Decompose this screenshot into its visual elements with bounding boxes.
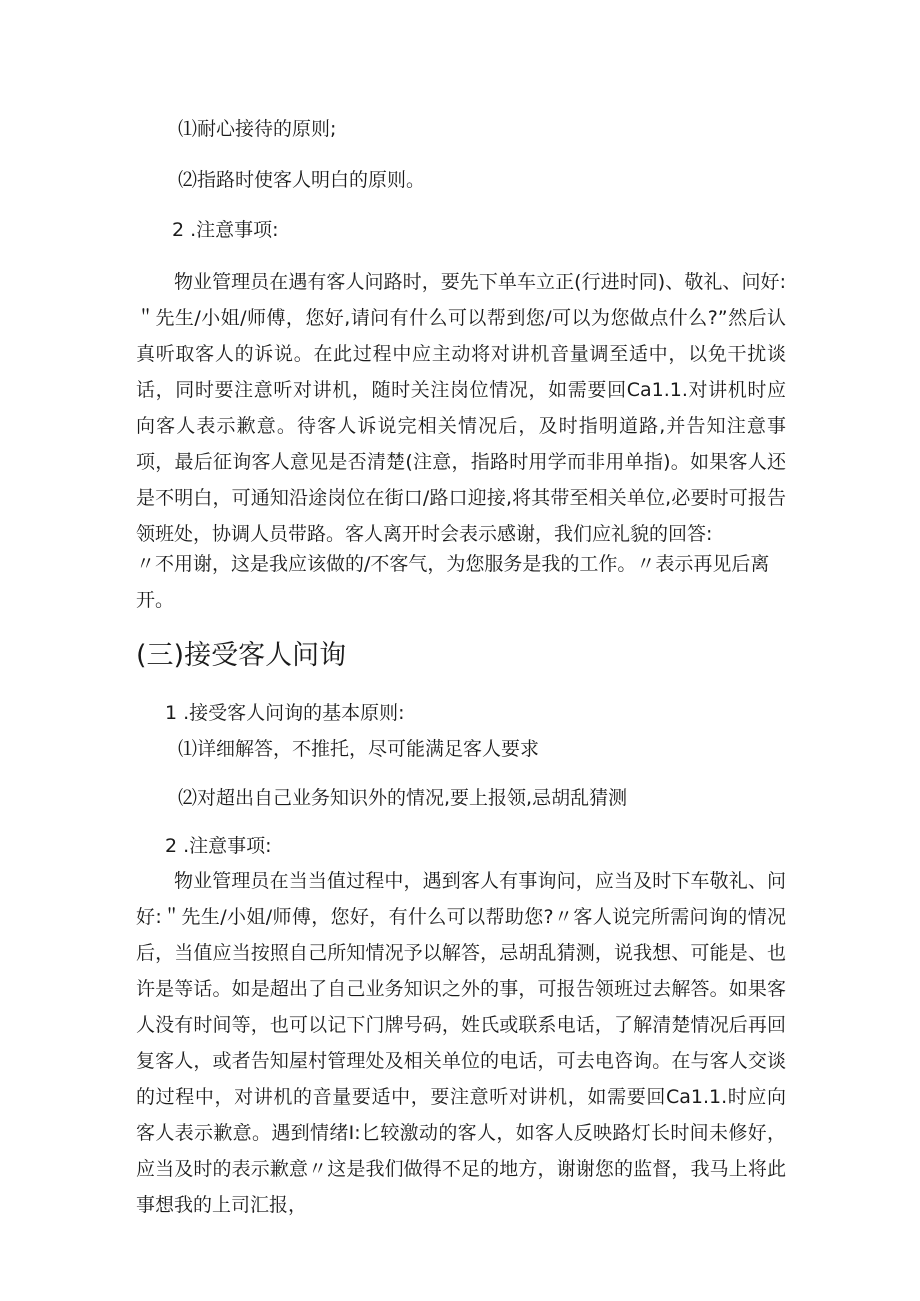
notes-body-inquiries: 物业管理员在当当值过程中，遇到客人有事询问，应当及时下车敬礼、问好:＂先生/小姐/师傅，您好，有什么可以帮助您?〃客人说完所需问询的情况后，当值应当按照自己所知情况予以解答，忌胡乱猜测，说我想、可能是、也许是等话。如是超出了自己业务知识之外的事，可报告领班过去解答。如果客人没有时间等，也可以记下门牌号码，姓氏或联系电话，了解清楚情况后再回复客人，或者告知屋村管理处及相关单位的电话，可去电咨询。在与客人交谈的过程中，对讲机的音量要适中，要注意听对讲机，如需要回Ca1.1.时应向客人表示歉意。遇到情绪I:匕较激动的客人，如客人反映路灯长时间未修好，应当及时的表示歉意〃这是我们做得不足的地方，谢谢您的监督，我马上将此事想我的上司汇报， [136, 870, 786, 1216]
notes-title-directions: 2 .注意事项: [172, 219, 279, 241]
principle-detailed-answer: ⑴详细解答，不推托，尽可能满足客人要求 [178, 738, 540, 760]
basic-principles-title: 1 .接受客人问询的基本原则: [165, 702, 405, 724]
notes-body-directions: 物业管理员在遇有客人问路时，要先下单车立正(行进时同)、敬礼、问好:＂先生/小姐/师傅，您好,请问有什么可以帮到您/可以为您做点什么?”然后认真听取客人的诉说。在此过程中应主动将对讲机音量调至适中，以免干扰谈话，同时要注意听对讲机，随时关注岗位情况，如需要回Ca1.1.对讲机时应向客人表示歉意。待客人诉说完相关情况后，及时指明道路,并告知注意事项，最后征询客人意见是否清楚(注意，指路时用学而非用单指)。如果客人还是不明白，可通知沿途岗位在街口/路口迎接,将其带至相关单位,必要时可报告领班处，协调人员带路。客人离开时会表示感谢，我们应礼貌的回答: [136, 271, 786, 545]
section-title-inquiries: (三)接受客人问询 [136, 640, 347, 671]
reply-line-1: 〃不用谢，这是我应该做的/不客气，为您服务是我的工作。〃表示再见后离 [136, 553, 770, 575]
principle-report-unknown: ⑵对超出自己业务知识外的情况,要上报领,忌胡乱猜测 [178, 787, 628, 809]
reply-line-2: 开。 [136, 589, 175, 611]
notes-title-inquiries: 2 .注意事项: [165, 835, 272, 857]
principle-patience: ⑴耐心接待的原则; [178, 118, 337, 140]
principle-clear-directions: ⑵指路时使客人明白的原则。 [178, 169, 426, 191]
